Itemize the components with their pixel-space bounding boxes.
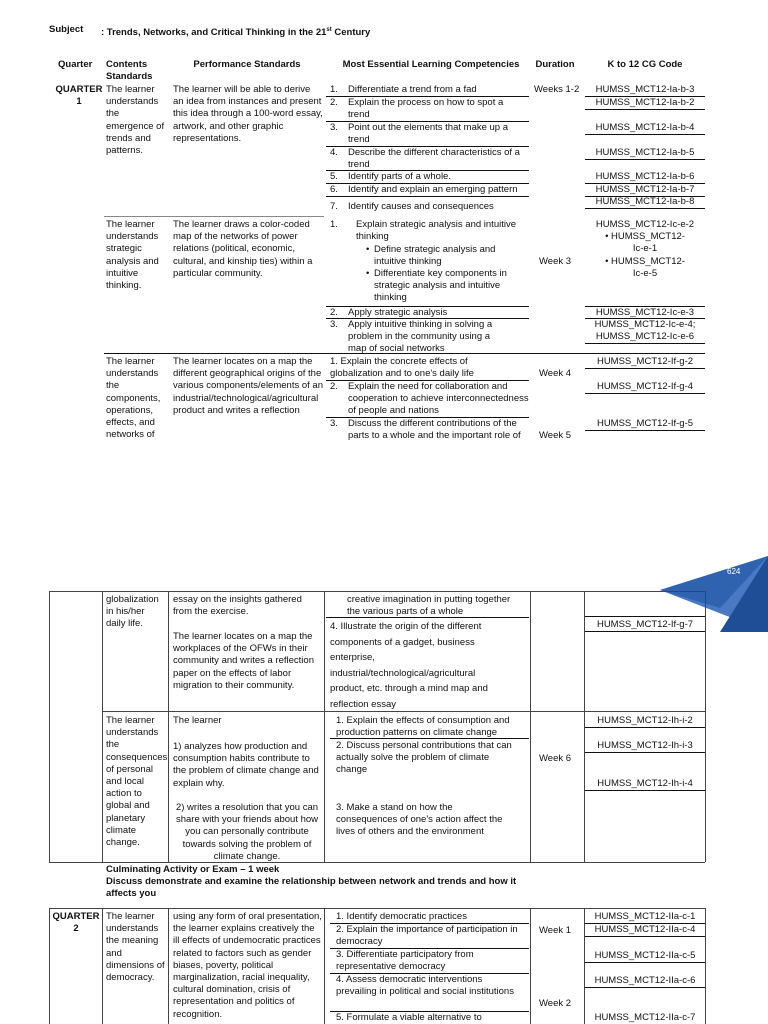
r1-code-3: HUMSS_MCT12-Ia-b-4 xyxy=(595,122,695,133)
r1-code-5: HUMSS_MCT12-Ia-b-6 xyxy=(595,171,695,182)
r4-perf-intro: The learner xyxy=(173,715,222,726)
quarter-2-label: QUARTER 2 xyxy=(52,911,100,935)
r3-code-2: HUMSS_MCT12-If-g-4 xyxy=(596,381,694,392)
r2-code-3b: HUMSS_MCT12-Ic-e-6 xyxy=(595,331,695,342)
r5-content: The learner understands the meaning and dimensions of democracy. xyxy=(106,911,165,984)
r1-code-6: HUMSS_MCT12-Ia-b-7 xyxy=(595,184,695,195)
r2-code-3a: HUMSS_MCT12-Ic-e-4; xyxy=(594,319,696,330)
r2-code-1: HUMSS_MCT12-Ic-e-2 xyxy=(595,219,695,230)
r3b-code: HUMSS_MCT12-If-g-7 xyxy=(596,619,694,630)
r3b-competency-3-cont: creative imagination in putting together the various parts of a whole xyxy=(347,594,511,618)
r3-code-1: HUMSS_MCT12-If-g-2 xyxy=(596,356,694,367)
r3b-competency-4: 4. Illustrate the origin of the different components of a gadget, business enterprise, industrial/technological/agricultural product, etc. through a mind map and reflection essay xyxy=(330,621,488,710)
r1-performance: The learner will be able to derive an idea from instances and present this idea through a 100-word essay, artwork, and other graphic representations. xyxy=(173,84,323,144)
r3-week-5: Week 5 xyxy=(539,430,572,441)
r4-competency-3: 3. Make a stand on how the consequences of one's action affect the lives of others and the environment xyxy=(336,802,503,838)
r2-performance: The learner draws a color-coded map of the networks of power relations (political, economic, cultural, and kinship ties) within a particular community. xyxy=(173,219,313,279)
r1-code-2: HUMSS_MCT12-Ia-b-2 xyxy=(595,97,695,108)
r5-week-2: Week 2 xyxy=(539,998,572,1009)
header-quarter: Quarter xyxy=(58,59,93,70)
r2-code-b3: • HUMSS_MCT12- xyxy=(605,256,685,267)
r5-code-1: HUMSS_MCT12-IIa-c-1 xyxy=(594,911,696,922)
header-performance: Performance Standards xyxy=(193,59,301,70)
r1-code-7: HUMSS_MCT12-Ia-b-8 xyxy=(595,196,695,207)
subject-line xyxy=(49,24,549,39)
subject-value: : Trends, Networks, and Critical Thinking in the 21st Century xyxy=(101,27,371,39)
r1-content: The learner understands the emergence of trends and patterns. xyxy=(106,84,165,157)
r4-content: The learner understands the consequences of personal and local action to global and planetary climate change. xyxy=(106,715,168,849)
r4-duration: Week 6 xyxy=(539,753,572,764)
r2-code-b2: Ic-e-1 xyxy=(632,243,658,254)
r4-code-2: HUMSS_MCT12-Ih-i-3 xyxy=(597,740,693,751)
r3-week-4: Week 4 xyxy=(539,368,572,379)
r3b-performance-2: The learner locates on a map the workplaces of the OFWs in their community and writes a reflection paper on the effects of labor migration to their community. xyxy=(173,631,314,691)
r5-week-1: Week 1 xyxy=(539,925,572,936)
r5-code-3: HUMSS_MCT12-IIa-c-5 xyxy=(594,950,696,961)
r5-code-2: HUMSS_MCT12-IIa-c-4 xyxy=(594,924,696,935)
r2-code-2: HUMSS_MCT12-Ic-e-3 xyxy=(595,307,695,318)
r3-code-3: HUMSS_MCT12-If-g-5 xyxy=(596,418,694,429)
r2-duration: Week 3 xyxy=(539,256,572,267)
header-melc: Most Essential Learning Competencies xyxy=(342,59,520,70)
r3b-content: globalization in his/her daily life. xyxy=(106,594,159,630)
r4-perf-2: 2) writes a resolution that you can share with your friends about how you can personally contribute towards solving the problem of climate change. xyxy=(175,802,319,862)
r5-competency-1: 1. Identify democratic practices xyxy=(336,911,467,922)
r5-code-4: HUMSS_MCT12-IIa-c-6 xyxy=(594,975,696,986)
r5-competency-4: 4. Assess democratic interventions prevailing in political and social institutions xyxy=(336,974,514,998)
header-code: K to 12 CG Code xyxy=(607,59,683,70)
r1-duration: Weeks 1-2 xyxy=(534,84,580,95)
r4-competency-2: 2. Discuss personal contributions that can actually solve the problem of climate change xyxy=(336,740,512,776)
r4-code-3: HUMSS_MCT12-Ih-i-4 xyxy=(597,778,693,789)
culminating-text: Discuss demonstrate and examine the relationship between network and trends and how it affects you xyxy=(106,876,517,900)
quarter-1-label: QUARTER 1 xyxy=(55,84,103,108)
r5-competency-5: 5. Formulate a viable alternative to xyxy=(336,1012,482,1023)
r3-competency-1: 1. Explain the concrete effects of globalization and to one's daily life xyxy=(330,356,474,380)
page-number: 624 xyxy=(727,567,741,576)
subject-label: Subject xyxy=(49,24,84,35)
r4-code-1: HUMSS_MCT12-Ih-i-2 xyxy=(597,715,693,726)
r4-perf-1: 1) analyzes how production and consumption habits contribute to the problem of climate change and explain why. xyxy=(173,741,319,789)
r5-code-5: HUMSS_MCT12-IIa-c-7 xyxy=(594,1012,696,1023)
r5-competency-2: 2. Explain the importance of participation in democracy xyxy=(336,924,518,948)
r4-competency-1: 1. Explain the effects of consumption and production patterns on climate change xyxy=(336,715,510,739)
r5-performance: using any form of oral presentation, the learner explains creatively the ill effects of undemocratic practices related to factors such as gender biases, poverty, political marginalization, racial inequality, cultural domination, crisis of representation and politics of recognition. xyxy=(173,911,322,1020)
culminating-title: Culminating Activity or Exam – 1 week xyxy=(106,864,280,875)
header-duration: Duration xyxy=(535,59,575,70)
r2-code-b4: Ic-e-5 xyxy=(632,268,658,279)
r3b-performance-1: essay on the insights gathered from the exercise. xyxy=(173,594,302,618)
r5-competency-3: 3. Differentiate participatory from representative democracy xyxy=(336,949,474,973)
r3-performance: The learner locates on a map the different geographical origins of the various components/elements of an industrial/technological/agricultural product and writes a reflection xyxy=(173,356,323,416)
header-contents: Contents Standards xyxy=(106,59,153,83)
r3-content: The learner understands the components, operations, effects, and networks of xyxy=(106,356,161,441)
r2-content: The learner understands strategic analysis and intuitive thinking. xyxy=(106,219,159,292)
r1-code-4: HUMSS_MCT12-Ia-b-5 xyxy=(595,147,695,158)
r1-code-1: HUMSS_MCT12-Ia-b-3 xyxy=(595,84,695,95)
r2-code-b1: • HUMSS_MCT12- xyxy=(605,231,685,242)
